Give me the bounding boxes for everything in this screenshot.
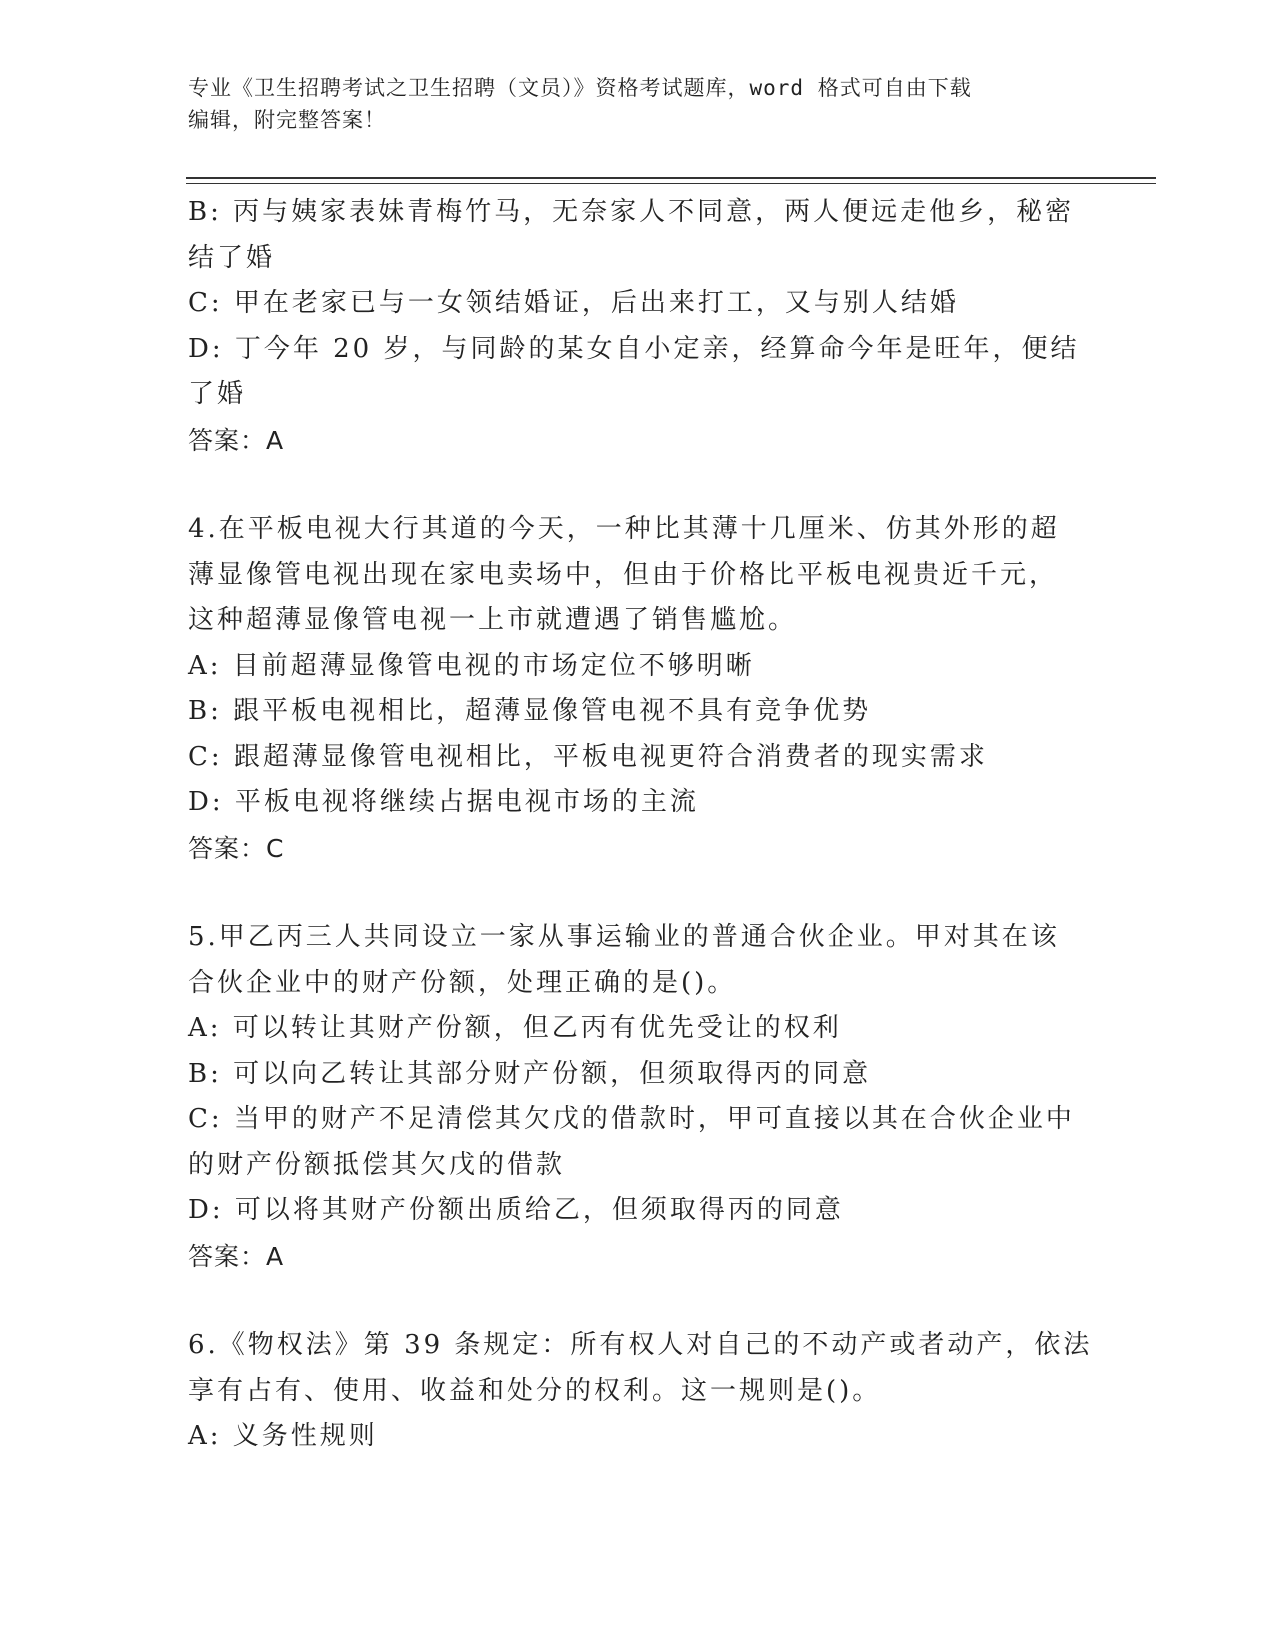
- answer: 答案：A: [188, 1241, 285, 1271]
- question-3: [188, 190, 1088, 463]
- header-divider-thin: [186, 183, 1156, 184]
- question-stem: 合伙企业中的财产份额，处理正确的是()。: [188, 967, 737, 998]
- option-c: C: 当甲的财产不足清偿其欠戊的借款时，甲可直接以其在合伙企业中: [188, 1104, 1075, 1134]
- answer: 答案：A: [188, 425, 285, 455]
- answer: 答案：C: [188, 833, 285, 863]
- option-b: B: 丙与姨家表妹青梅竹马，无奈家人不同意，两人便远走他乡，秘密: [188, 197, 1075, 227]
- option-a: A: 义务性规则: [188, 1421, 378, 1451]
- question-4: [188, 507, 1088, 871]
- option-d: D: 丁今年 20 岁，与同龄的某女自小定亲，经算命今年是旺年，便结: [188, 333, 1080, 364]
- option-a: A: 可以转让其财产份额，但乙丙有优先受让的权利: [188, 1013, 842, 1043]
- option-c: C: 跟超薄显像管电视相比，平板电视更符合消费者的现实需求: [188, 741, 988, 772]
- question-stem: 5.甲乙丙三人共同设立一家从事运输业的普通合伙企业。甲对其在该: [188, 922, 1060, 952]
- question-stem: 4.在平板电视大行其道的今天，一种比其薄十几厘米、仿其外形的超: [188, 514, 1060, 544]
- question-stem: 薄显像管电视出现在家电卖场中，但由于价格比平板电视贵近千元，: [188, 559, 1059, 590]
- question-list: [188, 190, 1093, 1460]
- option-d: D: 可以将其财产份额出质给乙，但须取得丙的同意: [188, 1195, 844, 1225]
- option-a: A: 目前超薄显像管电视的市场定位不够明晰: [188, 650, 755, 681]
- question-5: [188, 915, 1088, 1279]
- option-d: D: 平板电视将继续占据电视市场的主流: [188, 787, 699, 817]
- header-line-1: 专业《卫生招聘考试之卫生招聘（文员）》资格考试题库，word 格式可自由下载: [188, 76, 972, 100]
- option-b: B: 可以向乙转让其部分财产份额，但须取得丙的同意: [188, 1058, 872, 1089]
- option-d-continued: 了婚: [188, 379, 247, 409]
- header-divider-thick: [186, 177, 1156, 179]
- option-c-continued: 的财产份额抵偿其欠戊的借款: [188, 1149, 566, 1180]
- option-c: C: 甲在老家已与一女领结婚证，后出来打工，又与别人结婚: [188, 288, 959, 318]
- question-stem: 这种超薄显像管电视一上市就遭遇了销售尴尬。: [188, 605, 798, 635]
- option-b: B: 跟平板电视相比，超薄显像管电视不具有竞争优势: [188, 696, 872, 726]
- document-header: [188, 72, 1088, 136]
- header-line-2: 编辑，附完整答案！: [188, 108, 386, 132]
- option-b-continued: 结了婚: [188, 242, 276, 273]
- question-6: [188, 1323, 1093, 1460]
- question-stem: 6.《物权法》第 39 条规定：所有权人对自己的不动产或者动产，依法: [188, 1330, 1093, 1360]
- question-stem: 享有占有、使用、收益和处分的权利。这一规则是()。: [188, 1375, 882, 1406]
